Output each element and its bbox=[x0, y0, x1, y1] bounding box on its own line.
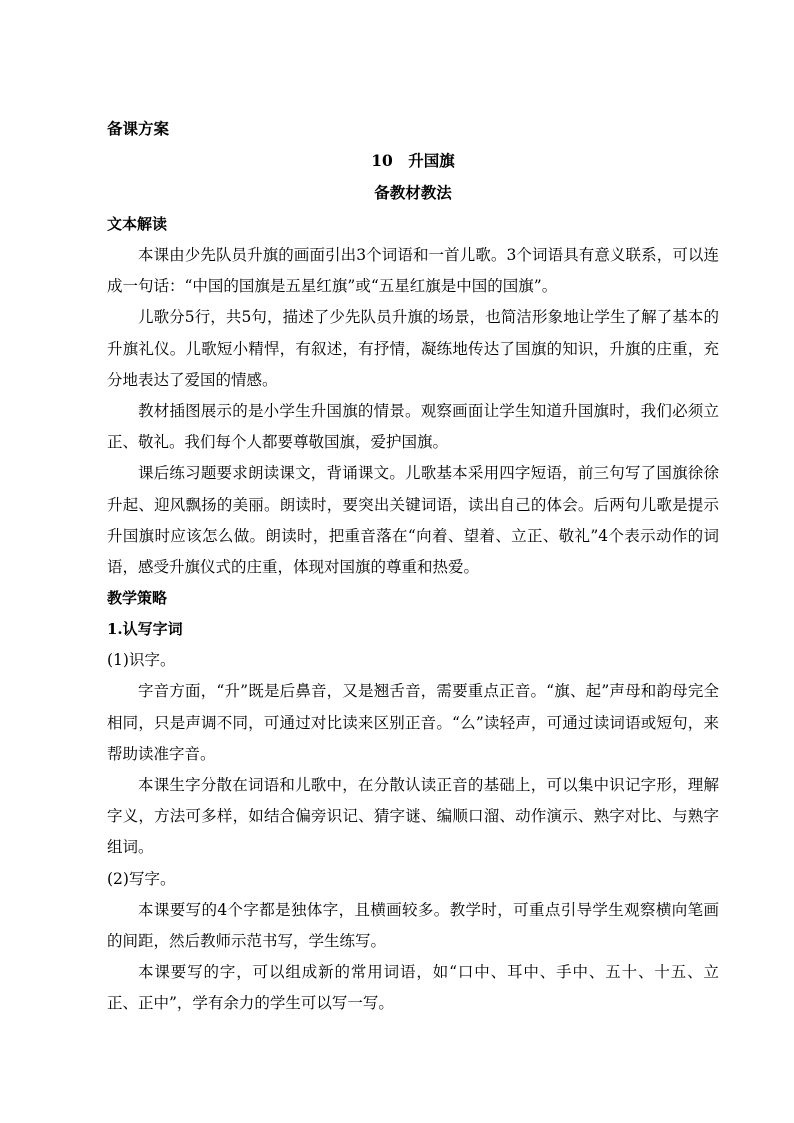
paragraph-text-reading-1: 本课由少先队员升旗的画面引出3个词语和一首儿歌。3个词语具有意义联系，可以连成一句话：“中国的国旗是五星红旗”或“五星红旗是中国的国旗”。 bbox=[107, 246, 719, 296]
section-title: 备教材教法 bbox=[374, 183, 452, 202]
paragraph-strategy-8: 本课要写的字，可以组成新的常用词语，如“口中、耳中、手中、五十、十五、立正、正中”，学有余力的学生可以写一写。 bbox=[107, 963, 719, 1013]
strategy-subheading-1: 1.认写字词 bbox=[107, 620, 183, 639]
strategy-heading: 教学策略 bbox=[107, 589, 168, 608]
strategy-item-1: (1)识字。 bbox=[107, 651, 176, 670]
paragraph-text-reading-2: 儿歌分5行，共5句，描述了少先队员升旗的场景，也简洁形象地让学生了解了基本的升旗礼仪。儿歌短小精悍，有叙述，有抒情，凝练地传达了国旗的知识，升旗的庄重，充分地表达了爱国的情感。 bbox=[107, 308, 719, 389]
paragraph-text-reading-3: 教材插图展示的是小学生升国旗的情景。观察画面让学生知道升国旗时，我们必须立正、敬礼。我们每个人都要尊敬国旗，爱护国旗。 bbox=[107, 402, 719, 452]
text-reading-heading: 文本解读 bbox=[107, 215, 168, 233]
paragraph-strategy-5: 字音方面，“升”既是后鼻音，又是翘舌音，需要重点正音。“旗、起”声母和韵母完全相同，只是声调不同，可通过对比读来区别正音。“么”读轻声，可通过读词语或短句，来帮助读准字音。 bbox=[107, 682, 719, 763]
paragraph-strategy-7: 本课要写的4个字都是独体字，且横画较多。教学时，可重点引导学生观察横向笔画的间距，然后教师示范书写，学生练写。 bbox=[107, 900, 719, 951]
lesson-title: 10 升国旗 bbox=[371, 151, 455, 170]
paragraph-strategy-6: 本课生字分散在词语和儿歌中，在分散认读正音的基础上，可以集中识记字形，理解字义，方法可多样，如结合偏旁识记、猜字谜、编顺口溜、动作演示、熟字对比、与熟字组词。 bbox=[107, 776, 719, 857]
document-label: 备课方案 bbox=[107, 119, 170, 138]
strategy-item-2: (2)写字。 bbox=[107, 869, 176, 888]
paragraph-text-reading-4: 课后练习题要求朗读课文，背诵课文。儿歌基本采用四字短语，前三句写了国旗徐徐升起、迎风飘扬的美丽。朗读时，要突出关键词语，读出自己的体会。后两句儿歌是提示升国旗时应该怎么做。朗读时，把重音落在“向着、望着、立正、敬礼”4个表示动作的词语，感受升旗仪式的庄重，体现对国旗的尊重和热爱。 bbox=[107, 464, 719, 577]
document-body bbox=[107, 120, 719, 1020]
